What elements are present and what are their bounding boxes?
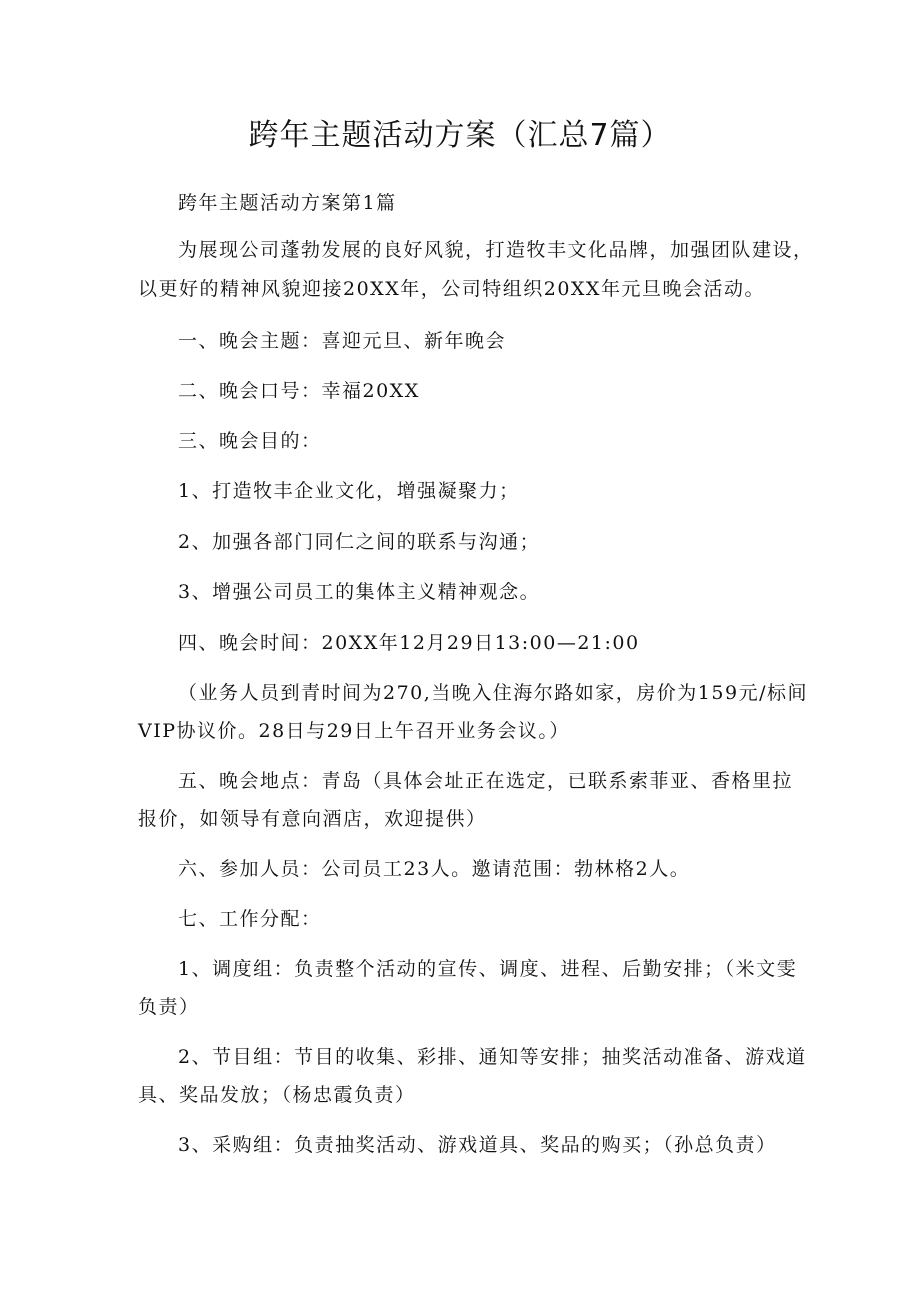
paragraph-participants: 六、参加人员：公司员工23人。邀请范围：勃林格2人。 bbox=[178, 858, 691, 880]
paragraph-slogan: 二、晚会口号：幸福20XX bbox=[178, 380, 420, 402]
paragraph-time-note-line1: （业务人员到青时间为270,当晚入住海尔路如家，房价为159元/标间 bbox=[178, 682, 808, 704]
paragraph-purpose-1: 1、打造牧丰企业文化，增强凝聚力； bbox=[178, 480, 520, 502]
paragraph-purpose-2: 2、加强各部门同仁之间的联系与沟通； bbox=[178, 531, 541, 553]
paragraph-program-line1: 2、节目组：节目的收集、彩排、通知等安排；抽奖活动准备、游戏道 bbox=[178, 1046, 807, 1068]
section-heading: 跨年主题活动方案第1篇 bbox=[178, 192, 397, 214]
paragraph-dispatch-line1: 1、调度组：负责整个活动的宣传、调度、进程、后勤安排；（米文雯 bbox=[178, 958, 798, 980]
paragraph-work-assignment: 七、工作分配： bbox=[178, 908, 322, 930]
paragraph-program-line2: 具、奖品发放；（杨忠霞负责） bbox=[138, 1084, 416, 1106]
paragraph-intro-line1: 为展现公司蓬勃发展的良好风貌，打造牧丰文化品牌，加强团队建设， bbox=[178, 239, 814, 261]
document-title: 跨年主题活动方案（汇总7篇） bbox=[248, 118, 672, 153]
paragraph-time-note-line2: VIP协议价。28日与29日上午召开业务会议。） bbox=[138, 720, 570, 742]
paragraph-venue-line1: 五、晚会地点：青岛（具体会址正在选定，已联系索菲亚、香格里拉 bbox=[178, 770, 794, 792]
paragraph-purchasing: 3、采购组：负责抽奖活动、游戏道具、奖品的购买；（孙总负责） bbox=[178, 1134, 777, 1156]
paragraph-purpose-3: 3、增强公司员工的集体主义精神观念。 bbox=[178, 581, 541, 603]
paragraph-dispatch-line2: 负责） bbox=[138, 996, 200, 1018]
paragraph-intro-line2: 以更好的精神风貌迎接20XX年，公司特组织20XX年元旦晚会活动。 bbox=[138, 278, 765, 300]
paragraph-purpose: 三、晚会目的： bbox=[178, 430, 322, 452]
paragraph-theme: 一、晚会主题：喜迎元旦、新年晚会 bbox=[178, 330, 507, 352]
paragraph-venue-line2: 报价，如领导有意向酒店，欢迎提供） bbox=[138, 808, 487, 830]
paragraph-time: 四、晚会时间：20XX年12月29日13:00—21:00 bbox=[178, 632, 640, 654]
